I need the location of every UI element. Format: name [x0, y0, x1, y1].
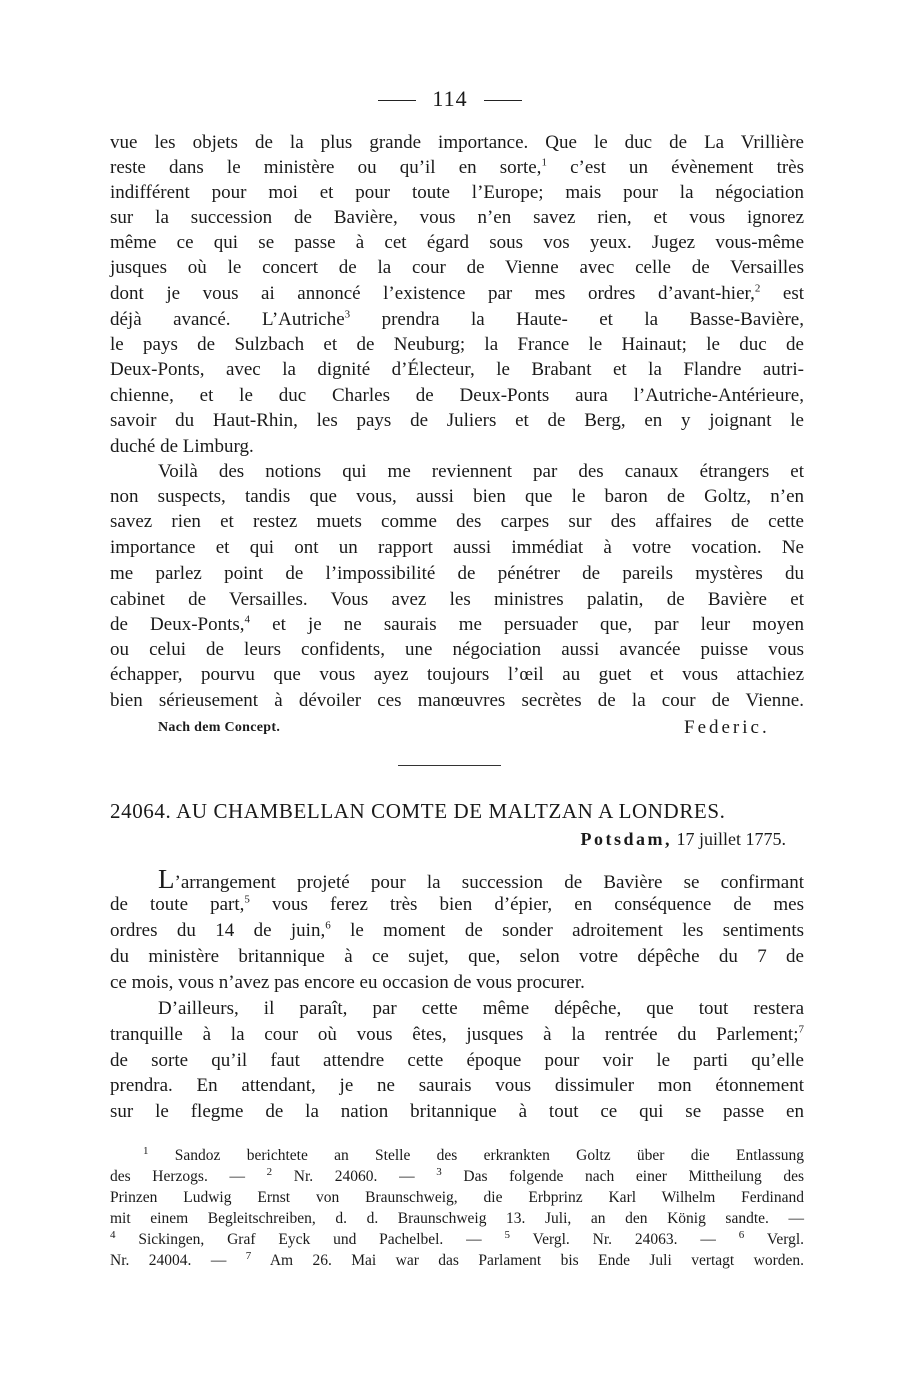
- footnote-line: $^1$ Sandoz berichtete an Stelle des erkrankten Goltz über die Entlassung: [143, 1144, 804, 1164]
- paragraph-start-line: Voilà des notions qui me reviennent par des canaux étrangers et: [158, 461, 804, 482]
- text-line: sur le flegme de la nation britannique à tout ce qui se passe en: [110, 1101, 804, 1122]
- text-line: ordres du 14 de juin,$^6$ le moment de sonder adroitement les sentiments: [110, 919, 805, 941]
- text-line: ou celui de leurs confidents, une négociation aussi avancée puisse vous: [110, 639, 804, 660]
- footnote-mark: 5: [244, 893, 250, 906]
- page-number: 114: [432, 86, 468, 111]
- source-note: Nach dem Concept.: [158, 720, 281, 735]
- text-line: bien sérieusement à dévoiler ces manœuvres secrètes de la cour de Vienne.: [110, 690, 804, 711]
- text-line: de Deux-Ponts,$^4$ et je ne saurais me persuader que, par leur moyen: [110, 613, 805, 635]
- footnote-mark: 4: [244, 613, 251, 626]
- footnote-line: des Herzogs. — $^2$ Nr. 24060. — $^3$ Das folgende nach einer Mittheilung des: [110, 1165, 805, 1185]
- footnote-mark: 2: [754, 282, 761, 295]
- text-line: sur la succession de Bavière, vous n’en savez rien, et vous ignorez: [110, 207, 804, 228]
- text-line: le pays de Sulzbach et de Neuburg; la France le Hainaut; le duc de: [110, 334, 804, 355]
- paragraph-start-line: L’arrangement projeté pour la succession de Bavière se confirmant: [158, 864, 804, 894]
- text-line: ce mois, vous n’avez pas encore eu occasion de vous procurer.: [110, 972, 585, 993]
- text-line: vue les objets de la plus grande importance. Que le duc de La Vrillière: [110, 132, 804, 153]
- footnote-line: Prinzen Ludwig Ernst von Braunschweig, die Erbprinz Karl Wilhelm Ferdinand: [110, 1189, 804, 1206]
- footnote-line: mit einem Begleitschreiben, d. d. Braunschweig 13. Juli, an den König sandte. —: [110, 1210, 804, 1227]
- text-line: dont je vous ai annoncé l’existence par mes ordres d’avant-hier,$^2$ est: [110, 282, 804, 304]
- text-line: chienne, et le duc Charles de Deux-Ponts aura l’Autriche-Antérieure,: [110, 385, 804, 406]
- text-line: savoir du Haut-Rhin, les pays de Juliers et de Berg, en y joignant le: [110, 410, 804, 431]
- footnote-mark: 6: [325, 919, 331, 932]
- letter-heading: [110, 799, 804, 824]
- signature: Federic.: [684, 717, 770, 738]
- text-line: prendra. En attendant, je ne saurais vous dissimuler mon étonnement: [110, 1075, 804, 1096]
- letter-addressee: AU CHAMBELLAN COMTE DE MALTZAN A LONDRES.: [176, 799, 726, 823]
- text-line: échapper, pourvu que vous ayez toujours l’œil au guet et vous attachiez: [110, 664, 804, 685]
- header-dash-left: [378, 100, 416, 101]
- text-line: indifférent pour moi et pour toute l’Europe; mais pour la négociation: [110, 182, 804, 203]
- text-line: reste dans le ministère ou qu’il en sorte,$^1$ c’est un évènement très: [110, 156, 805, 178]
- footnote-line: $^4$ Sickingen, Graf Eyck und Pachelbel. — $^5$ Vergl. Nr. 24063. — $^6$ Vergl.: [110, 1228, 805, 1248]
- text-line: du ministère britannique à ce sujet, que, selon votre dépêche du 7 de: [110, 946, 804, 967]
- text-line: duché de Limburg.: [110, 436, 254, 457]
- dateline-place: Potsdam,: [580, 829, 672, 849]
- dateline-date: 17 juillet 1775.: [676, 829, 786, 849]
- text-line: savez rien et restez muets comme des carpes sur des affaires de cette: [110, 511, 804, 532]
- footnote-line: Nr. 24004. — $^7$ Am 26. Mai war das Parlament bis Ende Juli vertagt worden.: [110, 1249, 804, 1269]
- text-line: me parlez point de l’impossibilité de pénétrer de pareils mystères du: [110, 563, 804, 584]
- text-line: déjà avancé. L’Autriche$^3$ prendra la Haute- et la Basse-Bavière,: [110, 308, 804, 330]
- footnote-mark: 1: [541, 156, 547, 169]
- text-line: cabinet de Versailles. Vous avez les ministres palatin, de Bavière et: [110, 589, 804, 610]
- page-header: [0, 86, 900, 112]
- text-line: jusques où le concert de la cour de Vienne avec celle de Versailles: [110, 257, 804, 278]
- section-separator: [398, 765, 501, 766]
- header-dash-right: [484, 100, 522, 101]
- text-line: importance et qui ont un rapport aussi immédiat à votre vocation. Ne: [110, 537, 804, 558]
- text-line: tranquille à la cour où vous êtes, jusques à la rentrée du Parlement;$^7$: [110, 1023, 804, 1045]
- text-line: même ce qui se passe à cet égard sous vos yeux. Jugez vous-même: [110, 232, 804, 253]
- text-line: de sorte qu’il faut attendre cette époque pour voir le parti qu’elle: [110, 1050, 804, 1071]
- text-line: de toute part,$^5$ vous ferez très bien d’épier, en conséquence de mes: [110, 893, 804, 915]
- letter-number: 24064.: [110, 799, 172, 823]
- dateline: [110, 829, 786, 850]
- text-line: non suspects, tandis que vous, aussi bien que le baron de Goltz, n’en: [110, 486, 804, 507]
- initial-letter: L: [158, 864, 175, 894]
- paragraph-start-line: D’ailleurs, il paraît, par cette même dépêche, que tout restera: [158, 998, 804, 1019]
- footnote-mark: 3: [344, 308, 351, 321]
- text-line: Deux-Ponts, avec la dignité d’Électeur, le Brabant et la Flandre autri-: [110, 359, 804, 380]
- footnote-mark: 7: [798, 1023, 804, 1036]
